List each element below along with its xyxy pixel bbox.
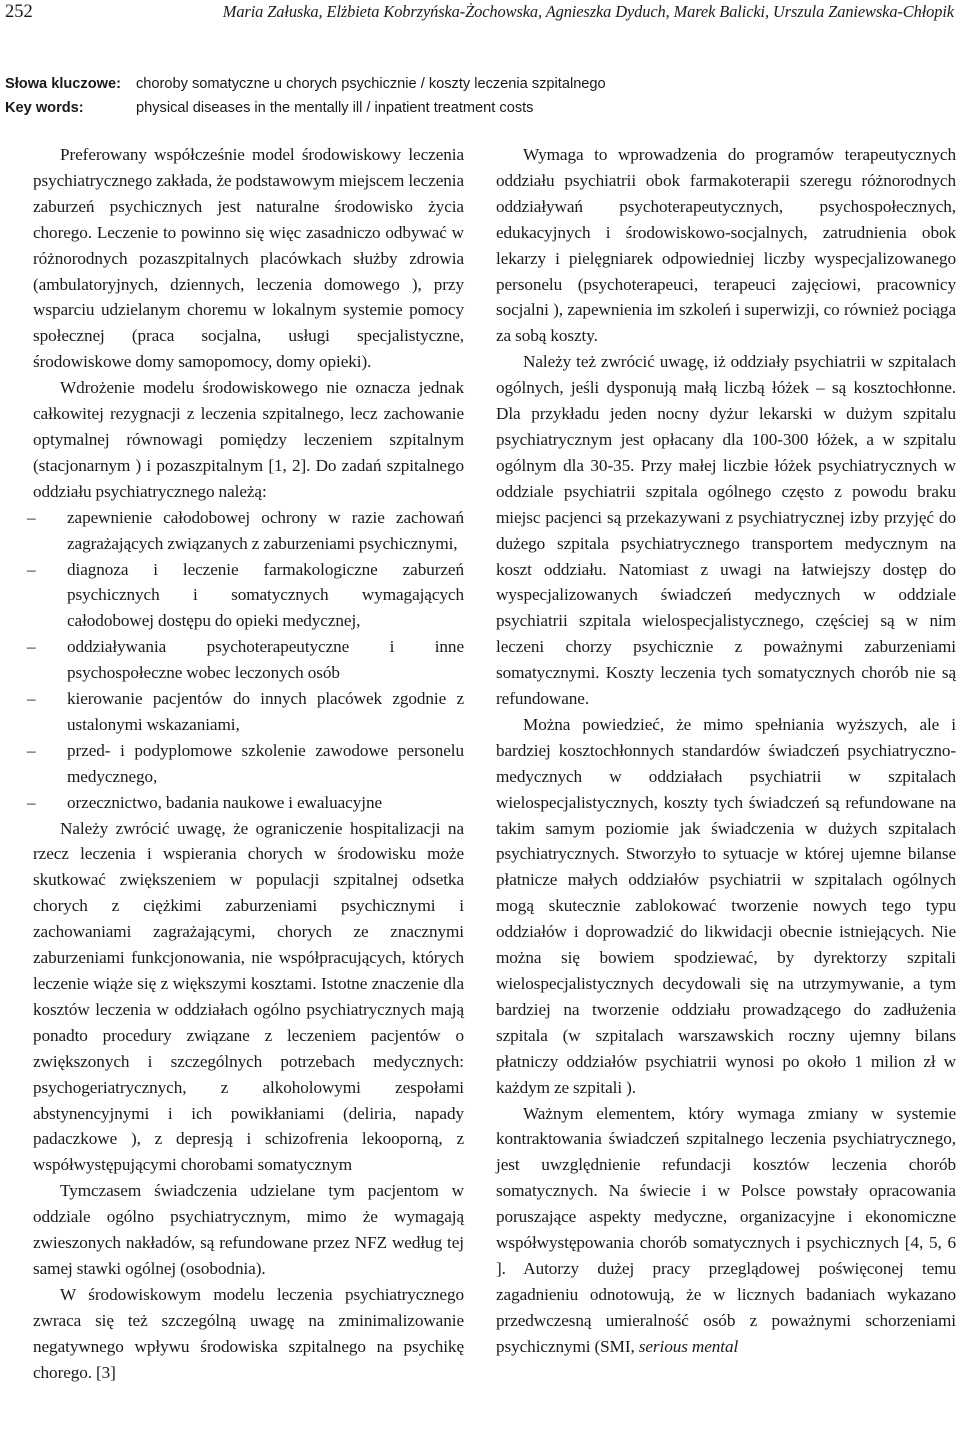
keywords-english	[5, 96, 606, 120]
page-number: 252	[5, 2, 33, 22]
keywords-block	[5, 72, 606, 120]
keywords-text: choroby somatyczne u chorych psychicznie / koszty leczenia szpitalnego	[136, 76, 606, 92]
task-list	[33, 505, 464, 816]
paragraph: Należy też zwrócić uwagę, iż oddziały psychiatrii w szpitalach ogólnych, jeśli dysponują małą liczbą łóżek – są kosztochłonne. Dla przykładu jeden nocny dyżur lekarski w dużym szpitalu psychiatrycznym jest opłacany dla 100-300 łóżek, a w szpitalu ogólnym dla 30-35. Przy małej liczbie łóżek psychiatrycznych w oddziale psychiatrii szpitala ogólnego często z powodu braku miejsc pacjenci są przekazywani z psychiatrycznej izby przyjęć do dużego szpitala psychiatrycznego transportem medycznym na koszt oddziału. Natomiast z uwagi na łatwiejszy dostęp do wyspecjalizowanych świadczeń medycznych w oddziale psychiatrii szpitala wielospecjalistycznego, częściej są w nim leczeni chorzy psychicznie z poważnymi zaburzeniami somatycznymi. Koszty leczenia tych somatycznych chorób nie są refundowane.	[496, 352, 956, 709]
paragraph-text: Ważnym elementem, który wymaga zmiany w systemie kontraktowania świadczeń szpitalnego leczenia psychiatrycznego, jest uwzględnienie refundacji kosztów leczenia chorób somatycznych. Na świecie i w Polsce powstały opracowania poruszające aspekty medyczne, organizacyjne i ekonomiczne współwystępowania chorób somatycznych i psychicznych [4, 5, 6 ]. Autorzy dużej pracy przeglądowej poświęconej temu zagadnieniu odnotowują, że w licznych badaniach wykazano przedwczesną umieralność osób z poważnymi schorzeniami psychicznymi (SMI,	[496, 1103, 956, 1356]
page-header	[0, 0, 960, 30]
paragraph: Można powiedzieć, że mimo spełniania wyższych, ale i bardziej kosztochłonnych standardów świadczeń psychiatryczno-medycznych w oddziałach psychiatrii w szpitalach wielospecjalistycznych, koszty tych świadczeń są refundowane na takim samym poziomie jak świadczenia w dużych szpitalach psychiatrycznych. Stworzyło to sytuacje w której ujemne bilanse płatnicze małych oddziałów psychiatrii w szpitalach ogólnych mogą skutecznie zablokować tworzenie nowych tego typu oddziałów i doprowadzić do likwidacji obecnie istniejących. Nie można się bowiem spodziewać, by dyrektorzy szpitali wielospecjalistycznych decydowali się na utrzymywanie, a tym bardziej na tworzenie oddziału prowadzącego do zadłużenia szpitala (w szpitalach warszawskich roczny ujemny bilans płatniczy oddziałów psychiatrii wynosi po około 1 milion zł w każdym ze szpitali ).	[496, 714, 956, 1097]
list-item: – kierowanie pacjentów do innych placówek zgodnie z ustalonymi wskazaniami,	[33, 686, 464, 738]
keywords-polish	[5, 72, 606, 96]
italic-term: serious mental	[638, 1336, 739, 1356]
list-item: – zapewnienie całodobowej ochrony w razie zachowań zagrażających związanych z zaburzeniami psychicznymi,	[33, 505, 464, 557]
paragraph: Tymczasem świadczenia udzielane tym pacjentom w oddziale ogólno psychiatrycznym, mimo że wymagają zwieszonych nakładów, są refundowane przez NFZ według tej samej stawki ogólnej (osobodnia).	[33, 1181, 464, 1278]
paragraph	[496, 1101, 956, 1360]
list-item: – oddziaływania psychoterapeutyczne i inne psychospołeczne wobec leczonych osób	[33, 634, 464, 686]
keywords-label: Słowa kluczowe:	[5, 76, 121, 92]
list-item: – diagnoza i leczenie farmakologiczne zaburzeń psychicznych i somatycznych wymagających całodobowej dostępu do opieki medycznej,	[33, 557, 464, 635]
paragraph: Wdrożenie modelu środowiskowego nie oznacza jednak całkowitej rezygnacji z leczenia szpitalnego, lecz zachowanie optymalnej równowagi pomiędzy leczeniem szpitalnym (stacjonarnym ) i pozaszpitalnym [1, 2]. Do zadań szpitalnego oddziału psychiatrycznego należą:	[33, 378, 464, 501]
paragraph: Preferowany współcześnie model środowiskowy leczenia psychiatrycznego zakłada, że podstawowym miejscem leczenia zaburzeń psychicznych jest naturalne środowisko życia chorego. Leczenie to powinno się więc zasadniczo odbywać w różnorodnych pozaszpitalnych placówkach służby zdrowia (ambulatoryjnych, dziennych, leczenia domowego ), przy wsparciu udzielanym choremu w lokalnym systemie pomocy społecznej (praca socjalna, usługi specjalistyczne, środowiskowe domy samopomocy, domy opieki).	[33, 145, 464, 372]
list-item: – przed- i podyplomowe szkolenie zawodowe personelu medycznego,	[33, 738, 464, 790]
list-item: – orzecznictwo, badania naukowe i ewaluacyjne	[33, 790, 464, 816]
keywords-label: Key words:	[5, 100, 84, 116]
left-column	[33, 142, 464, 1442]
keywords-text: physical diseases in the mentally ill / inpatient treatment costs	[136, 100, 534, 116]
paragraph: Należy zwrócić uwagę, że ograniczenie hospitalizacji na rzecz leczenia i wspierania chorych w środowisku może skutkować zwiększeniem w populacji szpitalnej odsetka chorych z ciężkimi zaburzeniami psychicznymi i zachowaniami zagrażającymi, chorych ze znacznymi zaburzeniami funkcjonowania, nie współpracujących, których leczenie wiąże się z większymi kosztami. Istotne znaczenie dla kosztów leczenia w oddziałach ogólno psychiatrycznych mają ponadto procedury związane z leczeniem pacjentów o zwiększonych i szczególnych potrzebach medycznych: psychogeriatrycznych, z alkoholowymi zespołami abstynencyjnymi i ich powikłaniami (deliria, napady padaczkowe ), z depresją i schizofrenia lekooporną, z współwystępującymi chorobami somatycznym	[33, 818, 464, 1175]
running-head-authors: Maria Załuska, Elżbieta Kobrzyńska-Żochowska, Agnieszka Dyduch, Marek Balicki, Urszula Zaniewska-Chłopik	[222, 2, 954, 21]
paragraph: Wymaga to wprowadzenia do programów terapeutycznych oddziału psychiatrii obok farmakoterapii szeregu różnorodnych oddziaływań psychoterapeutycznych, psychospołecznych, edukacyjnych i środowiskowo-socjalnych, zatrudnienia obok lekarzy i pielęgniarek odpowiedniej liczby wyspecjalizowanego personelu (psychoterapeuci, terapeuci zajęciowi, pracownicy socjalni ), zapewnienia im szkoleń i superwizji, co również pociąga za sobą koszty.	[496, 145, 956, 346]
right-column	[496, 142, 956, 1442]
paragraph: W środowiskowym modelu leczenia psychiatrycznego zwraca się też szczególną uwagę na zminimalizowanie negatywnego wpływu środowiska szpitalnego na psychikę chorego. [3]	[33, 1284, 464, 1382]
